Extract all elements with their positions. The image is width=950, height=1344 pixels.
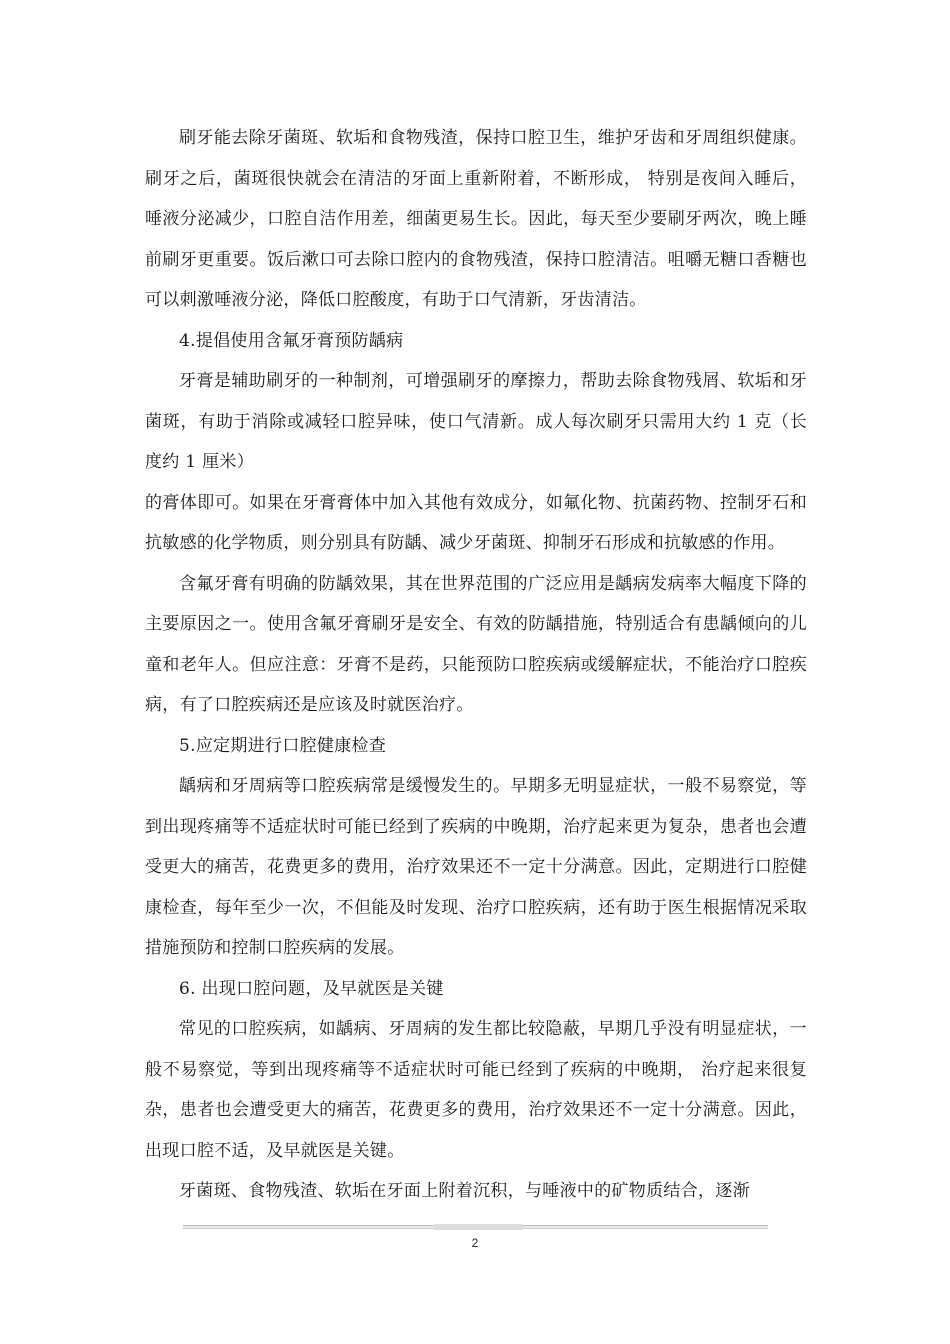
section-heading-6: 6. 出现口腔问题，及早就医是关键: [179, 978, 444, 999]
section-heading-4: 4.提倡使用含氟牙膏预防龋病: [179, 330, 404, 351]
paragraph-toothpaste: 牙膏是辅助刷牙的一种制剂，可增强刷牙的摩擦力，帮助去除食物残屑、软垢和牙菌斑，有助于消除或减轻口腔异味，使口气清新。成人每次刷牙只需用大约 1 克（长度约 1 厘米）: [145, 371, 807, 472]
paragraph-plaque: 牙菌斑、食物残渣、软垢在牙面上附着沉积，与唾液中的矿物质结合，逐渐: [179, 1181, 750, 1201]
page-number: 2: [471, 1236, 479, 1250]
paragraph-brushing: 刷牙能去除牙菌斑、软垢和食物残渣，保持口腔卫生，维护牙齿和牙周组织健康。刷牙之后，菌斑很快就会在清洁的牙面上重新附着，不断形成， 特别是夜间入睡后，唾液分泌减少，口腔自洁作用差，细菌更易生长。因此，每天至少要刷牙两次，晚上睡前刷牙更重要。饭后漱口可去除口腔内的食物残渣，保持口腔清洁。咀嚼无糖口香糖也可以刺激唾液分泌，降低口腔酸度，有助于口气清新，牙齿清洁。: [145, 128, 807, 310]
document-body: [145, 118, 807, 1212]
paragraph-checkup: 龋病和牙周病等口腔疾病常是缓慢发生的。早期多无明显症状，一般不易察觉，等到出现疼痛等不适症状时可能已经到了疾病的中晚期，治疗起来更为复杂，患者也会遭受更大的痛苦，花费更多的费用，治疗效果还不一定十分满意。因此，定期进行口腔健康检查，每年至少一次，不但能及时发现、治疗口腔疾病，还有助于医生根据情况采取措施预防和控制口腔疾病的发展。: [145, 776, 807, 958]
paragraph-fluoride: 含氟牙膏有明确的防龋效果，其在世界范围的广泛应用是龋病发病率大幅度下降的主要原因之一。使用含氟牙膏刷牙是安全、有效的防龋措施，特别适合有患龋倾向的儿童和老年人。但应注意：牙膏不是药，只能预防口腔疾病或缓解症状，不能治疗口腔疾病，有了口腔疾病还是应该及时就医治疗。: [145, 573, 807, 715]
paragraph-early-treatment: 常见的口腔疾病，如龋病、牙周病的发生都比较隐蔽，早期几乎没有明显症状，一般不易察觉，等到出现疼痛等不适症状时可能已经到了疾病的中晚期， 治疗起来很复杂，患者也会遭受更大的痛苦，花费更多的费用，治疗效果还不一定十分满意。因此，出现口腔不适，及早就医是关键。: [145, 1019, 807, 1161]
footer-divider: [183, 1225, 768, 1229]
paragraph-toothpaste-continued: 的膏体即可。如果在牙膏膏体中加入其他有效成分，如氟化物、抗菌药物、控制牙石和抗敏感的化学物质，则分别具有防龋、减少牙菌斑、抑制牙石形成和抗敏感的作用。: [145, 492, 807, 553]
section-heading-5: 5.应定期进行口腔健康检查: [179, 735, 387, 756]
